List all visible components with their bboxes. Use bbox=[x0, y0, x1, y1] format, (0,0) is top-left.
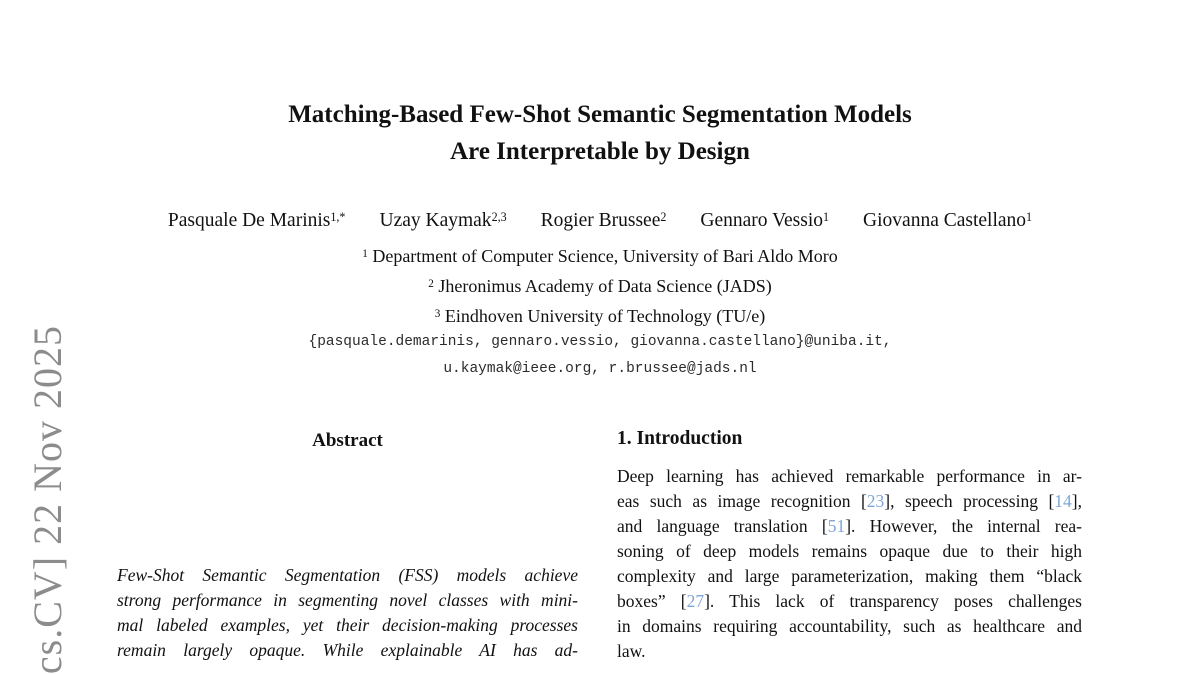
body-text: eas such as image recognition [ bbox=[617, 491, 867, 511]
body-text: in domains requiring accountability, such as healthcare and bbox=[617, 616, 1082, 636]
paper-title-line2: Are Interpretable by Design bbox=[450, 138, 750, 165]
body-text: ]. This lack of transparency poses challenges bbox=[704, 591, 1082, 611]
author bbox=[379, 210, 506, 232]
introduction-line bbox=[617, 589, 1082, 614]
body-text: ], bbox=[1071, 491, 1082, 511]
citation-link[interactable]: 51 bbox=[827, 516, 846, 536]
abstract-text bbox=[117, 563, 578, 663]
paper-title bbox=[0, 96, 1200, 170]
affiliation-line: $^3$ Eindhoven University of Technology (TU/e) bbox=[434, 306, 766, 326]
author-name: Giovanna Castellano bbox=[863, 210, 1027, 231]
citation-link[interactable]: 27 bbox=[686, 591, 705, 611]
author-affiliation-superscript: 1,* bbox=[330, 209, 346, 224]
author-name: Gennaro Vessio bbox=[700, 210, 823, 231]
citation-link[interactable]: 23 bbox=[866, 491, 885, 511]
affiliation-line: $^2$ Jheronimus Academy of Data Science (JADS) bbox=[428, 276, 772, 296]
introduction-text bbox=[617, 464, 1082, 664]
arxiv-watermark: cs.CV] 22 Nov 2025 bbox=[25, 325, 70, 674]
author-list bbox=[0, 210, 1200, 232]
author bbox=[168, 210, 346, 232]
affiliation-superscript: 3 bbox=[434, 307, 441, 320]
affiliation-superscript: 2 bbox=[428, 277, 434, 290]
introduction-line bbox=[617, 539, 1082, 564]
affiliation-list bbox=[0, 243, 1200, 333]
author bbox=[863, 210, 1032, 232]
paper-title-line1: Matching-Based Few-Shot Semantic Segmentation Models bbox=[288, 101, 912, 128]
author-name: Pasquale De Marinis bbox=[167, 210, 331, 231]
body-text: and language translation [ bbox=[617, 516, 828, 536]
author-affiliation-superscript: 1 bbox=[1026, 209, 1033, 224]
abstract-heading: Abstract bbox=[312, 430, 383, 451]
author-affiliation-superscript: 2,3 bbox=[491, 209, 507, 224]
body-text: ], speech processing [ bbox=[884, 491, 1055, 511]
author-name: Uzay Kaymak bbox=[379, 210, 492, 231]
introduction-heading: 1. Introduction bbox=[617, 428, 743, 449]
author bbox=[700, 210, 829, 232]
introduction-line bbox=[617, 639, 1082, 664]
affiliation-superscript: 1 bbox=[362, 247, 368, 260]
author bbox=[541, 210, 667, 232]
author-affiliation-superscript: 2 bbox=[660, 209, 667, 224]
introduction-line bbox=[617, 564, 1082, 589]
introduction-line bbox=[617, 489, 1082, 514]
citation-link[interactable]: 14 bbox=[1054, 491, 1072, 511]
email-line: {pasquale.demarinis, gennaro.vessio, giovanna.castellano}@uniba.it, bbox=[308, 334, 892, 350]
body-text: law. bbox=[617, 641, 646, 661]
abstract-line: Few-Shot Semantic Segmentation (FSS) models achieve bbox=[117, 565, 578, 585]
body-text: ]. However, the internal rea- bbox=[845, 516, 1082, 536]
abstract-line: mal labeled examples, yet their decision-making processes bbox=[117, 615, 578, 635]
body-text: complexity and large parameterization, making them “black bbox=[617, 566, 1082, 586]
email-line: u.kaymak@ieee.org, r.brussee@jads.nl bbox=[443, 361, 757, 377]
introduction-line bbox=[617, 514, 1082, 539]
email-lines bbox=[0, 329, 1200, 383]
abstract-line: strong performance in segmenting novel classes with mini- bbox=[117, 590, 578, 610]
introduction-line bbox=[617, 614, 1082, 639]
author-name: Rogier Brussee bbox=[540, 210, 661, 231]
author-affiliation-superscript: 1 bbox=[823, 209, 830, 224]
body-text: boxes” [ bbox=[617, 591, 687, 611]
abstract-line: remain largely opaque. While explainable AI has ad- bbox=[117, 640, 578, 660]
body-text: Deep learning has achieved remarkable performance in ar- bbox=[617, 466, 1082, 486]
introduction-line bbox=[617, 464, 1082, 489]
affiliation-line: $^1$ Department of Computer Science, University of Bari Aldo Moro bbox=[362, 246, 838, 266]
body-text: soning of deep models remains opaque due to their high bbox=[617, 541, 1082, 561]
